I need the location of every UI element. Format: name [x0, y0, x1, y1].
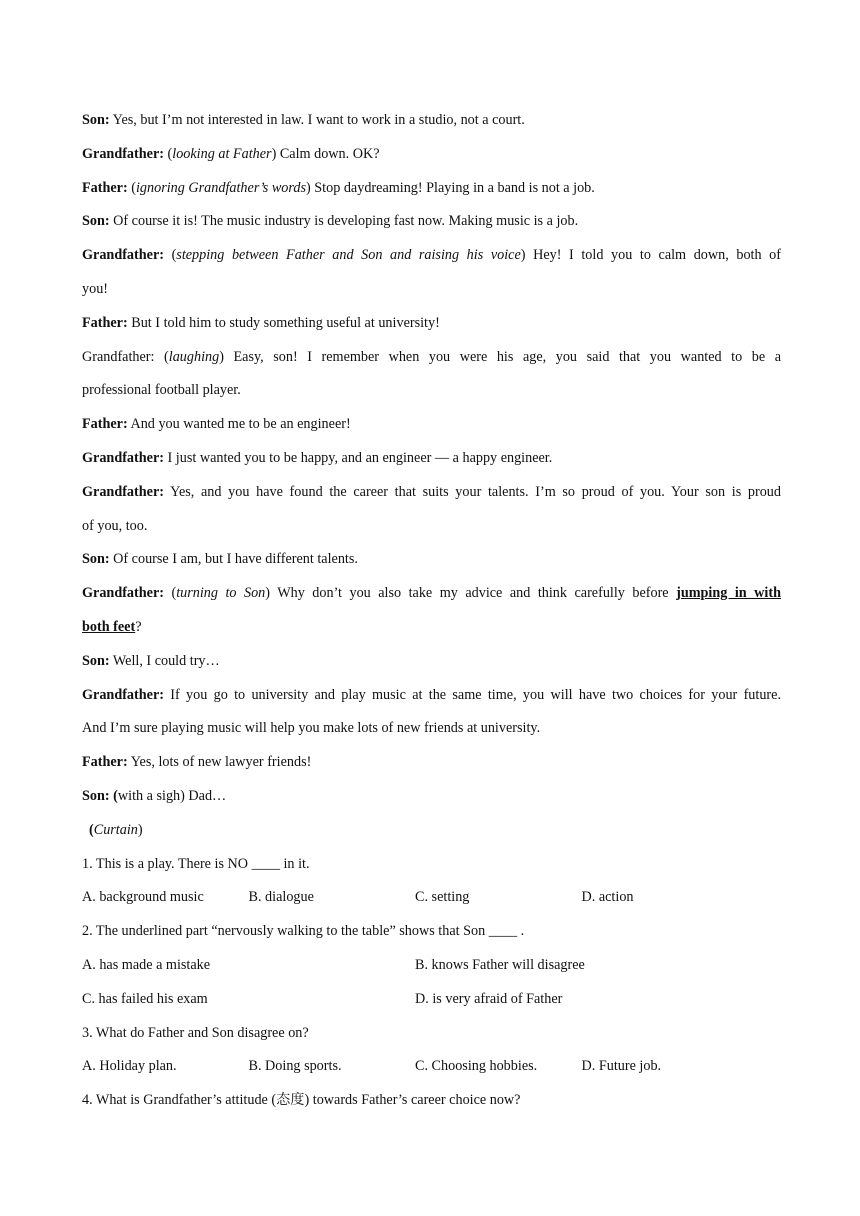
dialogue-line: Son: Yes, but I’m not interested in law. I want to work in a studio, not a court.	[82, 112, 525, 128]
option-c[interactable]: C. Choosing hobbies.	[415, 1058, 538, 1075]
speaker: Grandfather:	[82, 247, 164, 264]
option-d[interactable]: D. Future job.	[581, 1058, 662, 1075]
option-d[interactable]: D. action	[581, 889, 634, 906]
option-d[interactable]: D. is very afraid of Father	[415, 990, 563, 1007]
stage-direction: laughing	[168, 348, 220, 365]
dialogue-line: Son: Of course it is! The music industry is developing fast now. Making music is a job.	[82, 213, 579, 230]
dialogue-line: Son: Well, I could try…	[82, 652, 220, 669]
dialogue-line: Grandfather: (laughing) Easy, son! I remember when you were his age, you said that you wanted to be a	[82, 348, 782, 365]
dialogue-line: Grandfather: Yes, and you have found the career that suits your talents. I’m so proud of you. Your son is proud	[82, 483, 781, 500]
dialogue-line: Father: Yes, lots of new lawyer friends!	[82, 754, 312, 771]
dialogue-continuation: of you, too.	[82, 517, 148, 534]
option-b[interactable]: B. dialogue	[248, 889, 314, 906]
question-stem: 2. The underlined part “nervously walking to the table” shows that Son ____ .	[82, 923, 525, 940]
speaker: Grandfather:	[82, 585, 164, 602]
question-stem: 4. What is Grandfather’s attitude (态度) towards Father’s career choice now?	[82, 1092, 521, 1109]
option-a[interactable]: A. Holiday plan.	[82, 1058, 177, 1075]
dialogue-line: Grandfather: (looking at Father) Calm down. OK?	[82, 145, 380, 162]
option-b[interactable]: B. knows Father will disagree	[415, 956, 585, 973]
dialogue-line: Grandfather: I just wanted you to be happy, and an engineer — a happy engineer.	[82, 449, 553, 466]
dialogue-continuation: professional football player.	[82, 382, 241, 399]
question-options	[82, 881, 781, 915]
dialogue-line: Grandfather: If you go to university and play music at the same time, you will have two choices for your future.	[82, 686, 781, 703]
question-options	[82, 983, 781, 1017]
dialogue-continuation: both feet?	[82, 618, 142, 635]
dialogue-line: Son: Of course I am, but I have different talents.	[82, 551, 358, 568]
dialogue-line: Grandfather: (turning to Son) Why don’t you also take my advice and think carefully before jumping in with	[82, 585, 781, 602]
question-stem: 1. This is a play. There is NO ____ in it.	[82, 855, 310, 872]
curtain-direction: (Curtain)	[89, 821, 143, 838]
dialogue-line: Father: But I told him to study something useful at university!	[82, 314, 440, 331]
speaker: Father:	[82, 416, 128, 433]
dialogue-line: Son: (with a sigh) Dad…	[82, 787, 227, 804]
underlined-phrase: jumping in with	[676, 585, 781, 602]
speaker: Grandfather:	[82, 483, 164, 500]
speaker: Father:	[82, 179, 128, 196]
option-c[interactable]: C. has failed his exam	[82, 990, 208, 1007]
option-a[interactable]: A. has made a mistake	[82, 956, 211, 973]
speaker: Father:	[82, 754, 128, 771]
dialogue-continuation: And I’m sure playing music will help you make lots of new friends at university.	[82, 720, 541, 737]
stage-direction: turning to Son	[176, 585, 266, 602]
speaker: Grandfather:	[82, 449, 164, 466]
question-options	[82, 949, 781, 983]
dialogue-line: Grandfather: (stepping between Father and Son and raising his voice) Hey! I told you to calm down, both of	[82, 247, 781, 264]
option-a[interactable]: A. background music	[82, 889, 204, 906]
speaker: Son:	[82, 652, 110, 669]
stage-direction: looking at Father	[172, 145, 272, 162]
speaker: Son: (	[82, 787, 118, 804]
speaker: Grandfather:	[82, 686, 164, 703]
question-stem: 3. What do Father and Son disagree on?	[82, 1024, 309, 1041]
speaker: Son:	[82, 551, 110, 568]
dialogue-line: Father: (ignoring Grandfather’s words) Stop daydreaming! Playing in a band is not a job.	[82, 179, 595, 196]
stage-direction: ignoring Grandfather’s words	[135, 179, 306, 196]
speaker: Father:	[82, 314, 128, 331]
option-b[interactable]: B. Doing sports.	[248, 1058, 342, 1075]
underlined-phrase: both feet	[82, 618, 136, 635]
document-page	[82, 104, 781, 1118]
question-options	[82, 1050, 781, 1084]
stage-direction: stepping between Father and Son and raising his voice	[176, 247, 521, 264]
dialogue-continuation: you!	[82, 280, 109, 297]
speaker-plain: Grandfather: (	[82, 348, 169, 365]
dialogue-line: Father: And you wanted me to be an engineer!	[82, 416, 351, 433]
speaker: Son:	[82, 112, 110, 128]
speaker: Son:	[82, 213, 110, 230]
speaker: Grandfather:	[82, 145, 164, 162]
option-c[interactable]: C. setting	[415, 889, 470, 906]
